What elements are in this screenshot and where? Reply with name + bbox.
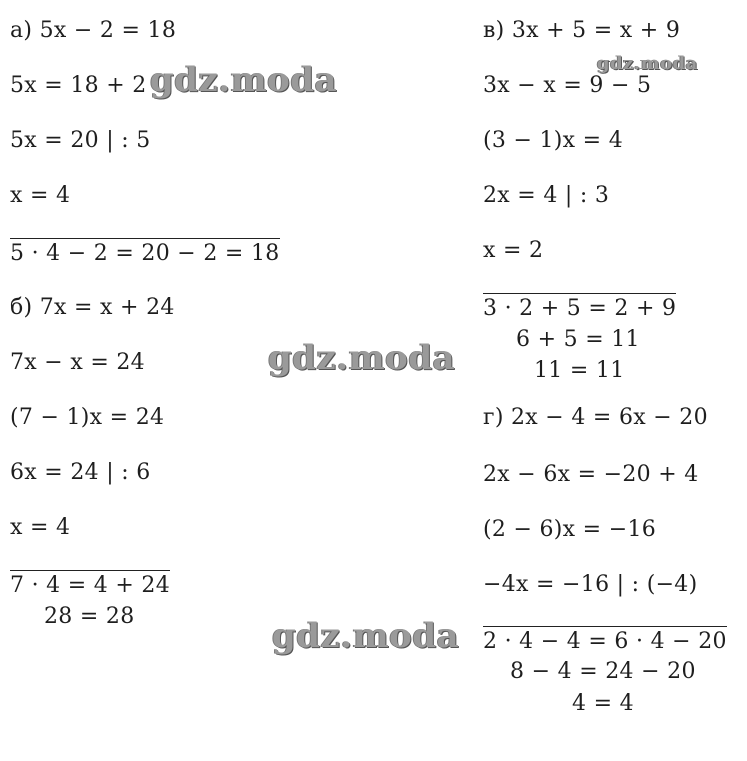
eq-v-check-line-2: 6 + 5 = 11 [516,327,640,352]
eq-v-check-line-1: 3 · 2 + 5 = 2 + 9 [483,293,676,322]
eq-a-line-4: x = 4 [10,183,71,208]
eq-v-line-2: 3x − x = 9 − 5 [483,73,652,98]
eq-v-check-line-3: 11 = 11 [534,358,625,383]
watermark-top-right: gdz.moda [597,53,698,74]
watermark-middle: gdz.moda [268,338,456,378]
eq-v-line-1: в) 3x + 5 = x + 9 [483,18,681,43]
eq-b-check-line-2: 28 = 28 [44,604,135,629]
eq-a-line-2: 5x = 18 + 2 [10,73,147,98]
eq-g-line-1: г) 2x − 4 = 6x − 20 [483,405,708,430]
eq-v-line-3: (3 − 1)x = 4 [483,128,624,153]
eq-g-check-line-3: 4 = 4 [572,691,634,716]
eq-g-check-line-1: 2 · 4 − 4 = 6 · 4 − 20 [483,626,727,655]
watermark-bottom: gdz.moda [272,616,460,656]
eq-a-line-1: а) 5x − 2 = 18 [10,18,177,43]
eq-v-line-5: x = 2 [483,238,544,263]
eq-b-check-line-1: 7 · 4 = 4 + 24 [10,570,170,599]
eq-b-line-1: б) 7x = x + 24 [10,295,175,320]
eq-b-line-2: 7x − x = 24 [10,350,145,375]
eq-b-line-3: (7 − 1)x = 24 [10,405,165,430]
eq-g-line-3: (2 − 6)x = −16 [483,517,657,542]
eq-b-line-4: 6x = 24 | : 6 [10,460,151,485]
watermark-top-left: gdz.moda [150,60,338,100]
eq-a-line-3: 5x = 20 | : 5 [10,128,151,153]
eq-g-line-4: −4x = −16 | : (−4) [483,572,698,597]
eq-b-line-5: x = 4 [10,515,71,540]
eq-a-check-line: 5 · 4 − 2 = 20 − 2 = 18 [10,238,280,267]
eq-v-line-4: 2x = 4 | : 3 [483,183,610,208]
eq-g-line-2: 2x − 6x = −20 + 4 [483,462,699,487]
eq-g-check-line-2: 8 − 4 = 24 − 20 [510,659,696,684]
